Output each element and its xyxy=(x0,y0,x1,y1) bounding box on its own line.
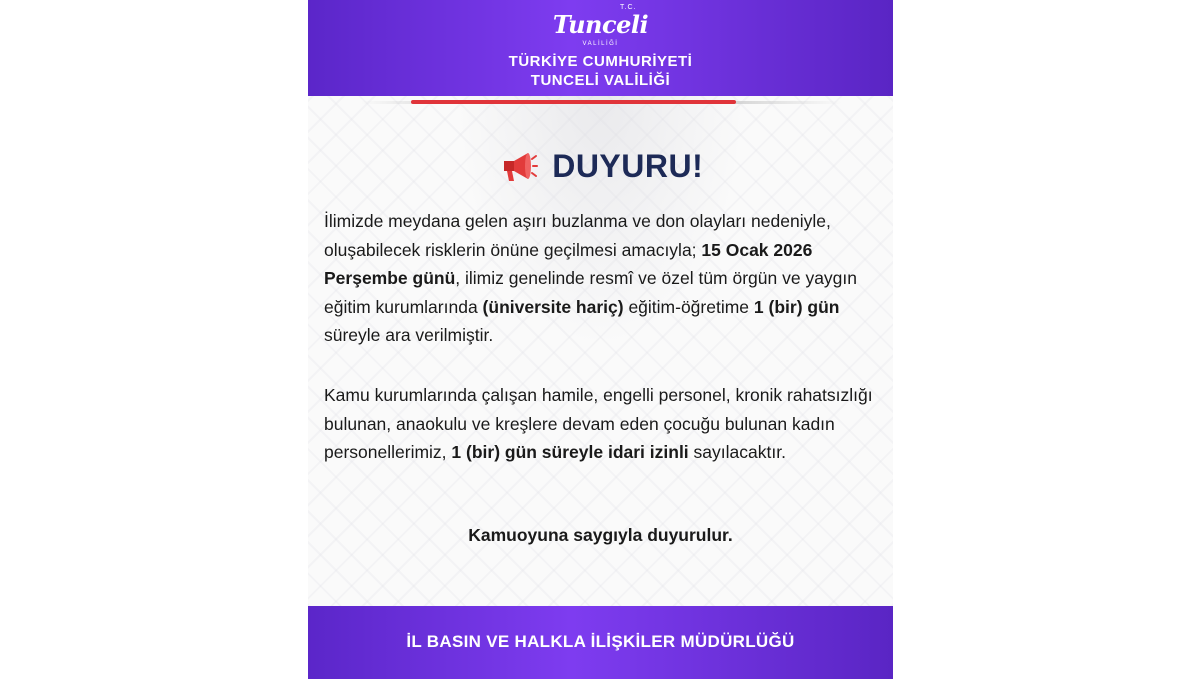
header-title-line2: TUNCELİ VALİLİĞİ xyxy=(530,72,671,89)
logo-script-text: Tunceli xyxy=(552,10,649,39)
p1-text-1: İlimizde meydana gelen aşırı buzlanma ve don olayları nedeniyle, oluşabilecek risklerin önüne geçilmesi amacıyla; xyxy=(324,211,831,260)
announcement-heading xyxy=(308,148,893,185)
announcement-paragraph-1 xyxy=(324,207,884,350)
p1-bold-date: 15 Ocak 2026 Perşembe günü xyxy=(324,239,813,288)
p1-bold-duration: 1 (bir) gün xyxy=(753,296,840,317)
p2-text-1: Kamu kurumlarında çalışan hamile, engelli personel, kronik rahatsızlığı bulunan, anaokulu ve kreşlere devam eden çocuğu bulunan kadın personellerimiz, xyxy=(324,385,873,462)
announcement-closing: Kamuoyuna saygıyla duyurulur. xyxy=(468,525,733,545)
p1-bold-exception: (üniversite hariç) xyxy=(482,296,624,317)
footer-band xyxy=(308,606,893,679)
announcement-paragraph-2 xyxy=(324,381,884,467)
p2-text-2: sayılacaktır. xyxy=(688,442,786,462)
p1-text-2: , ilimiz genelinde resmî ve özel tüm örgün ve yaygın eğitim kurumlarında xyxy=(324,268,858,317)
p2-bold-leave: 1 (bir) gün süreyle idari izinli xyxy=(451,442,689,462)
p1-text-4: süreyle ara verilmiştir. xyxy=(324,325,494,345)
logo-tc-text: T.C. xyxy=(620,4,637,11)
logo-subtitle: VALİLİĞİ xyxy=(582,41,619,47)
announcement-poster xyxy=(308,0,893,679)
footer-department-name: İL BASIN VE HALKLA İLİŞKİLER MÜDÜRLÜĞÜ xyxy=(406,632,795,651)
header-title-line1: TÜRKİYE CUMHURİYETİ xyxy=(508,53,693,70)
p1-text-3: eğitim-öğretime xyxy=(623,296,754,317)
announcement-title: DUYURU! xyxy=(552,148,704,184)
tunceli-logo xyxy=(308,4,893,48)
megaphone-icon xyxy=(498,149,538,185)
header-divider-red xyxy=(411,100,736,104)
header-band xyxy=(308,0,893,96)
